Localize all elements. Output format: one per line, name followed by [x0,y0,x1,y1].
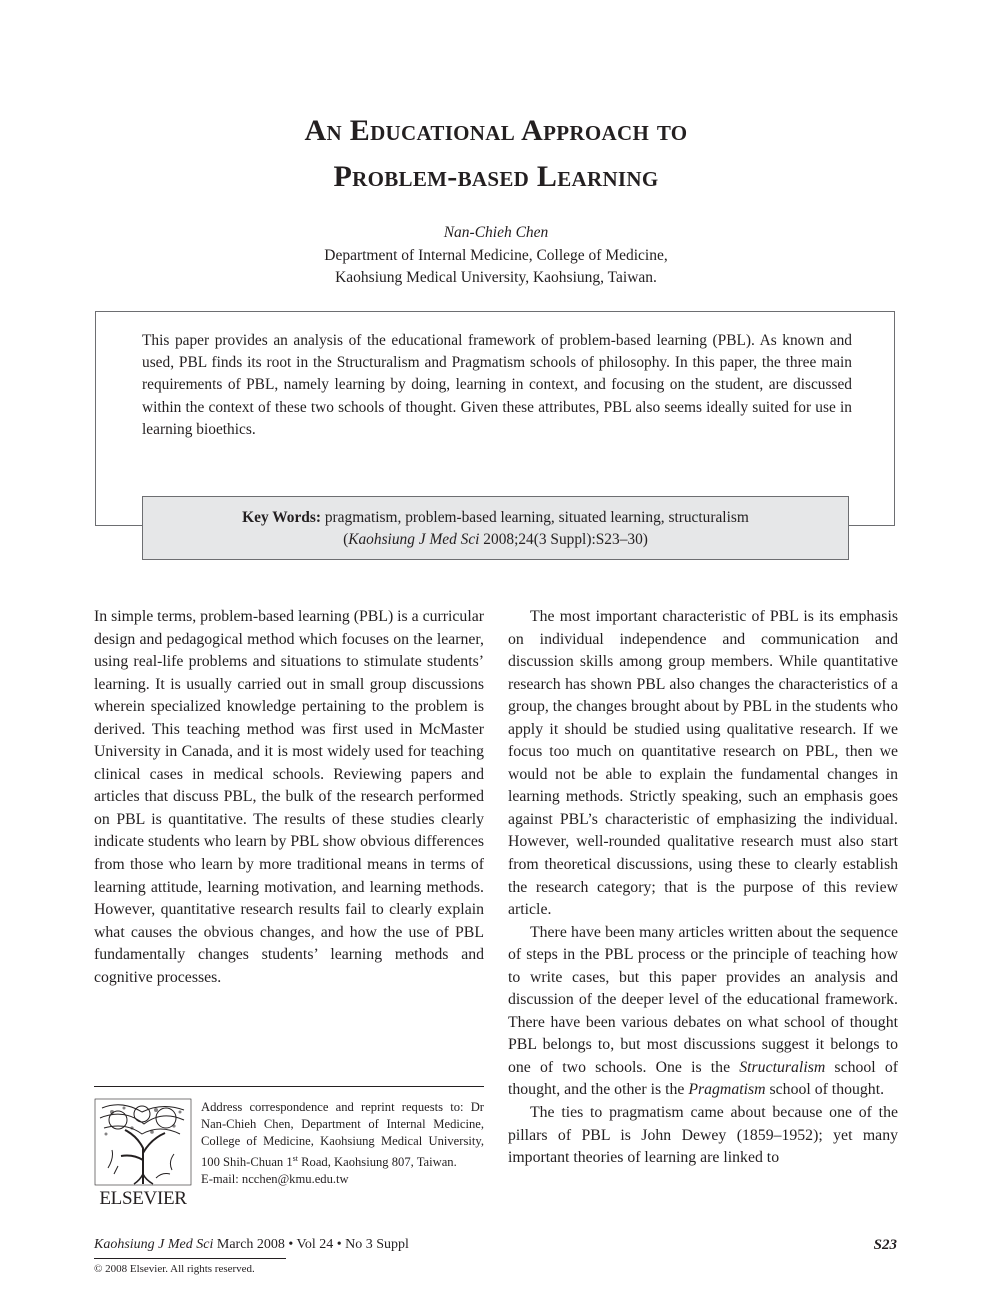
term-structuralism: Structuralism [739,1058,826,1076]
copyright-notice: © 2008 Elsevier. All rights reserved. [94,1263,255,1275]
address-text: Address correspondence and reprint requests to: Dr Nan-Chieh Chen, Department of Internal Medicine, College of Medicine, Kaohsiung Medical University, 100 Shih-Chuan 1 [201,1100,484,1170]
footer-issue: March 2008 • Vol 24 • No 3 Suppl [213,1237,409,1252]
footer-divider [94,1258,286,1259]
citation-open: ( [343,531,349,548]
title-line-1: An Educational Approach to [304,114,688,147]
title-line-2: Problem-based Learning [333,160,659,193]
term-pragmatism: Pragmatism [688,1081,766,1099]
abstract-box [95,311,895,526]
correspondence-address [201,1099,484,1171]
ordinal-suffix: st [292,1154,298,1163]
citation-line [143,529,848,551]
abstract-text: This paper provides an analysis of the educational framework of problem-based learning (PBL). As known and used, PBL finds its root in the Structuralism and Pragmatism schools of philosophy. In this paper, the three main requirements of PBL, namely learning by doing, learning in context, and focusing on the student, are discussed within the context of these two schools of thought. Given these attributes, PBL also seems ideally suited for use in learning bioethics. [142,332,852,438]
keywords-box [142,496,849,560]
footnote-divider [94,1086,484,1087]
paragraph: The ties to pragmatism came about because one of the pillars of PBL is John Dewey (1859–1952); yet many important theories of learning are linked to [508,1104,898,1167]
paragraph: In simple terms, problem-based learning (PBL) is a curricular design and pedagogical method which focuses on the learner, using real-life problems and situations to stimulate students’ learning. It is usually carried out in small group discussions wherein specialized knowledge pertaining to the problem is derived. This teaching method was first used in McMaster University in Canada, and it is most widely used for teaching clinical cases in medical schools. Reviewing papers and articles that discuss PBL, the bulk of the research performed on PBL is quantitative. The results of these studies clearly indicate students who learn by PBL show obvious differences from those who learn by more traditional means in terms of learning attitude, learning motivation, and learning methods. However, quantitative research results fail to clearly explain what causes the obvious changes, and how the use of PBL fundamentally changes students’ learning methods and cognitive processes. [94,608,484,986]
elsevier-logo [94,1098,192,1210]
paragraph: The most important characteristic of PBL is its emphasis on individual independence and communication and discussion skills among group members. While quantitative research has shown PBL also changes the characteristics of a group, the changes brought about by PBL in the students who apply it should be studied using qualitative research. If we focus too much on quantitative research on PBL, then we would not be able to explain the fundamental changes in learning methods. Strictly speaking, such an emphasis goes against PBL’s characteristic of emphasizing the individual. However, well-rounded qualitative research must also start from theoretical discussions, using these to clearly establish the research category; that is the purpose of this review article. [508,608,898,919]
paragraph [508,922,898,1102]
body-column-left [94,606,484,989]
tree-icon [94,1098,192,1186]
running-footer [94,1236,897,1254]
body-column-right [508,606,898,1170]
keywords-label: Key Words: [242,509,321,526]
footer-journal-info [94,1237,409,1252]
author-affiliation-2: Kaohsiung Medical University, Kaohsiung, Taiwan. [335,269,657,286]
article-title [0,108,992,200]
keywords-terms: pragmatism, problem-based learning, situated learning, structuralism [324,509,749,526]
footer-journal: Kaohsiung J Med Sci [94,1237,214,1252]
citation-rest: 2008;24(3 Suppl):S23–30) [479,531,648,548]
paragraph-part: There have been many articles written about the sequence of steps in the PBL process or the principle of teaching how to write cases, but this paper provides an analysis and discussion of the deeper level of the educational framework. There have been various debates on what school of thought PBL belongs to, but most discussions suggest it belongs to one of two schools. One is the [508,923,898,1076]
page-number: S23 [873,1237,897,1253]
paragraph-part: school of thought, and the other is the [508,1058,898,1099]
citation-journal: Kaohsiung J Med Sci [348,531,480,548]
author-name: Nan-Chieh Chen [443,224,549,241]
author-affiliation-1: Department of Internal Medicine, College of Medicine, [324,246,668,264]
address-road: Road, Kaohsiung 807, Taiwan. [298,1155,457,1170]
correspondence-email: E-mail: ncchen@kmu.edu.tw [201,1172,349,1187]
correspondence-note [201,1099,484,1188]
elsevier-wordmark: ELSEVIER [99,1188,187,1209]
keywords-line [143,507,848,529]
author-block [0,222,992,290]
paragraph-part: school of thought. [765,1081,885,1099]
